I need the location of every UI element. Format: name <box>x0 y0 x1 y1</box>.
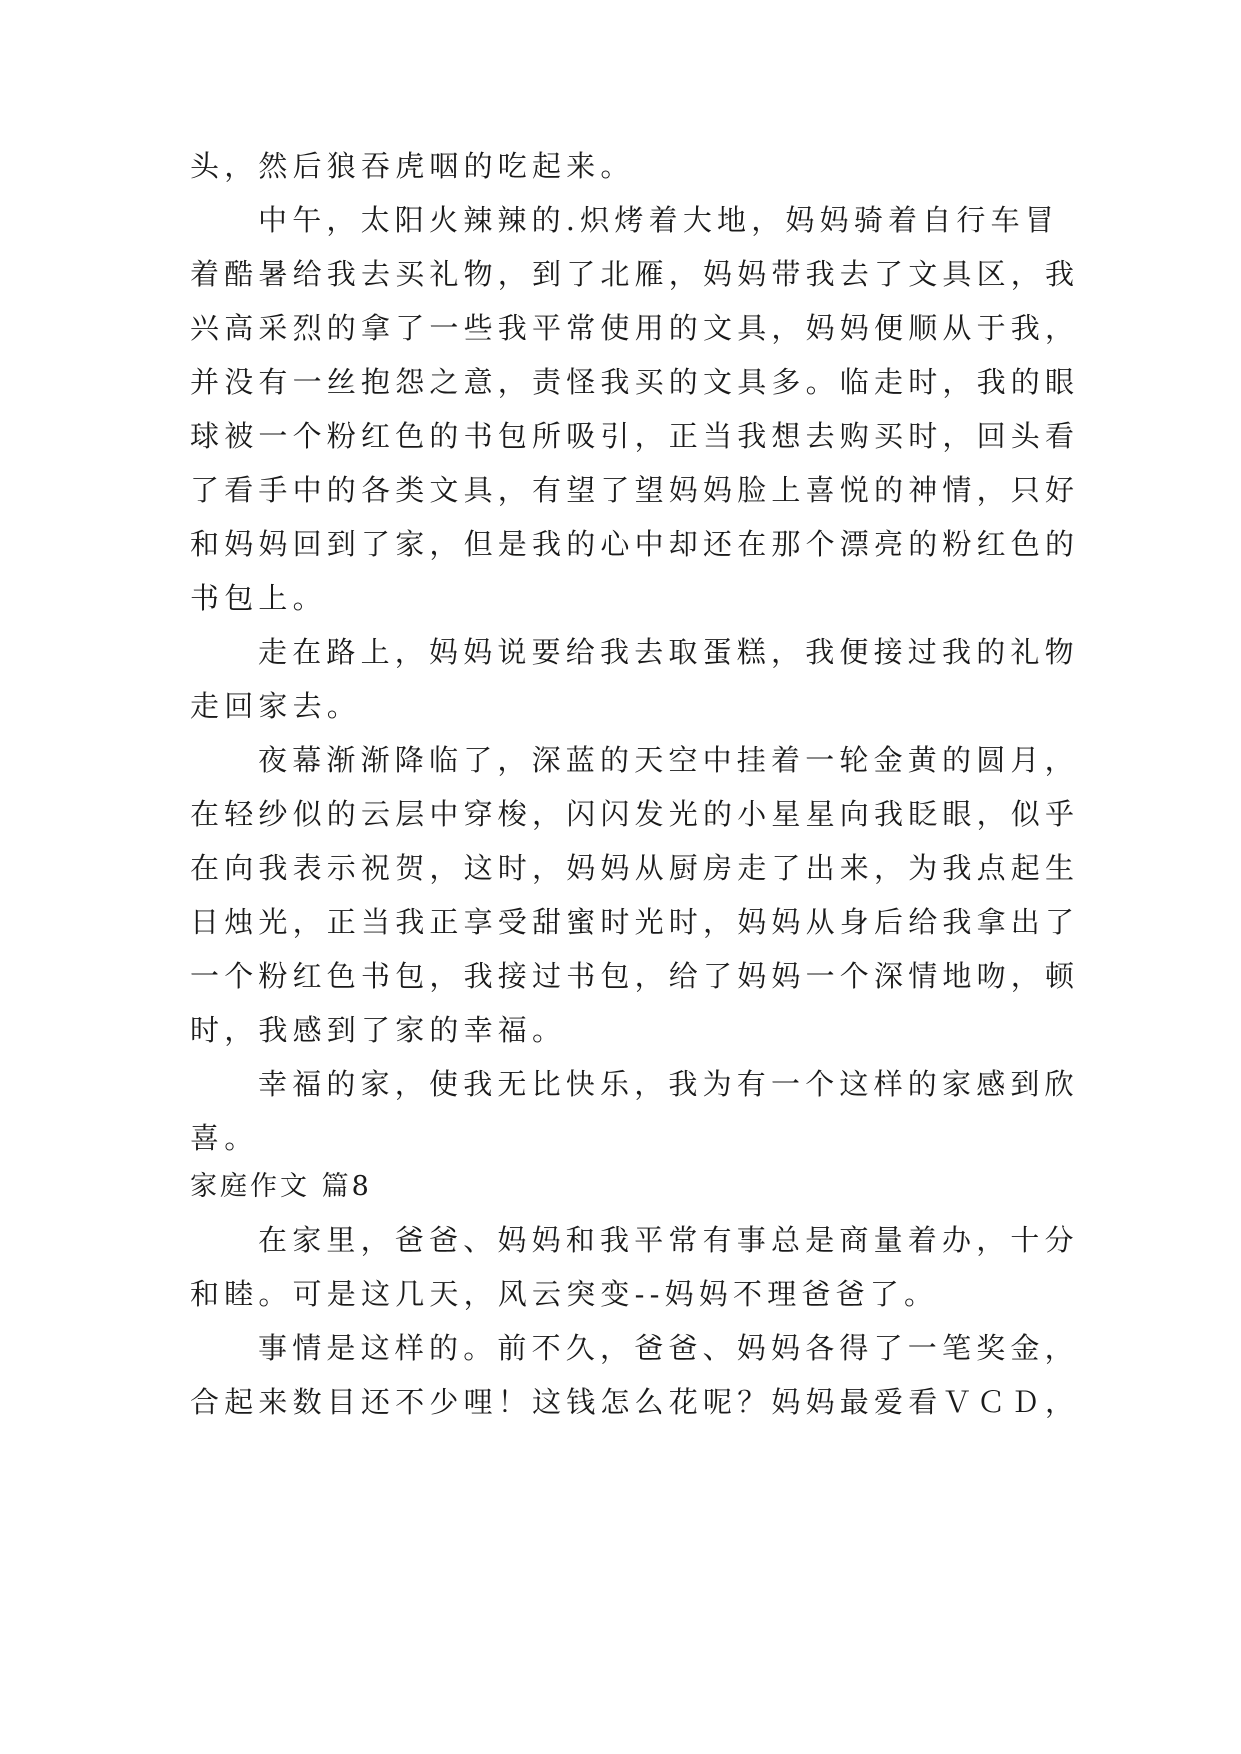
text-line: 事情是这样的。前不久，爸爸、妈妈各得了一笔奖金， <box>258 1331 1079 1365</box>
text-line: 时，我感到了家的幸福。 <box>190 1013 567 1047</box>
text-line: 兴高采烈的拿了一些我平常使用的文具，妈妈便顺从于我， <box>190 311 1080 345</box>
text-line: 中午，太阳火辣辣的.炽烤着大地，妈妈骑着自行车冒 <box>258 203 1060 237</box>
text-line: 和妈妈回到了家，但是我的心中却还在那个漂亮的粉红色的 <box>190 527 1080 561</box>
text-line: 走在路上，妈妈说要给我去取蛋糕，我便接过我的礼物 <box>258 635 1079 669</box>
text-line: 头，然后狼吞虎咽的吃起来。 <box>190 149 635 183</box>
text-line: 了看手中的各类文具，有望了望妈妈脸上喜悦的神情，只好 <box>190 473 1080 507</box>
text-line: 夜幕渐渐降临了，深蓝的天空中挂着一轮金黄的圆月， <box>258 743 1079 777</box>
text-line: 和睦。可是这几天，风云突变--妈妈不理爸爸了。 <box>190 1277 939 1311</box>
text-line: 幸福的家，使我无比快乐，我为有一个这样的家感到欣 <box>258 1067 1079 1101</box>
text-line: 着酷暑给我去买礼物，到了北雁，妈妈带我去了文具区，我 <box>190 257 1080 291</box>
text-line: 日烛光，正当我正享受甜蜜时光时，妈妈从身后给我拿出了 <box>190 905 1080 939</box>
text-line: 在轻纱似的云层中穿梭，闪闪发光的小星星向我眨眼，似乎 <box>190 797 1080 831</box>
text-line: 合起来数目还不少哩！这钱怎么花呢？妈妈最爱看ＶＣＤ， <box>190 1385 1080 1419</box>
section-heading: 家庭作文 篇8 <box>190 1171 372 1202</box>
text-line: 喜。 <box>190 1121 259 1155</box>
text-line: 走回家去。 <box>190 689 362 723</box>
text-line: 在家里，爸爸、妈妈和我平常有事总是商量着办，十分 <box>258 1223 1079 1257</box>
text-line: 书包上。 <box>190 581 327 615</box>
text-line: 在向我表示祝贺，这时，妈妈从厨房走了出来，为我点起生 <box>190 851 1080 885</box>
text-line: 并没有一丝抱怨之意，责怪我买的文具多。临走时，我的眼 <box>190 365 1080 399</box>
text-line: 一个粉红色书包，我接过书包，给了妈妈一个深情地吻，顿 <box>190 959 1080 993</box>
text-line: 球被一个粉红色的书包所吸引，正当我想去购买时，回头看 <box>190 419 1080 453</box>
